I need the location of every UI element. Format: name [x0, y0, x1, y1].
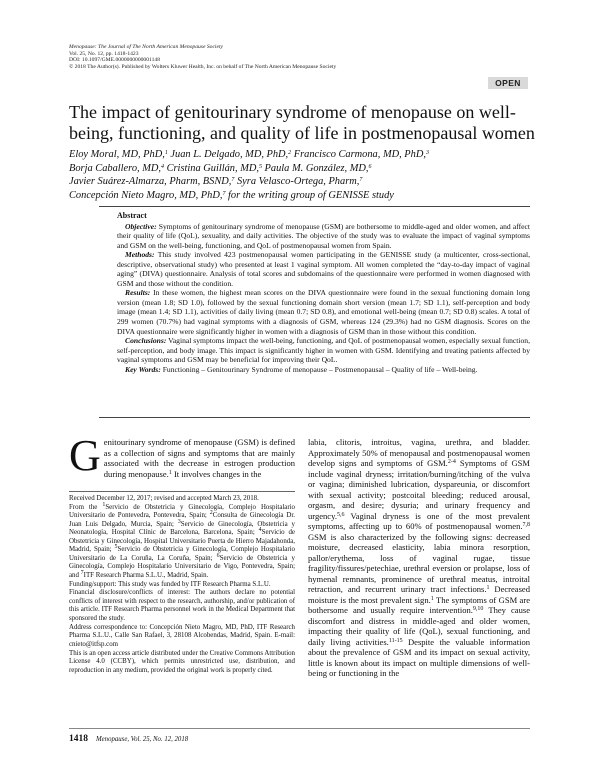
abstract-section-text: Vaginal symptoms impact the well-being, functioning, and QoL of postmenopausal women, especially sexual function, self-perception, and body image. This impact is significantly higher in women with GSM. Identifying and treating patients affected by vaginal symptoms and GSM may be beneficial for improving their QoL.: [117, 336, 530, 365]
text-run: Symptoms of GSM include vaginal dryness; irritation/burning/itching of the vulva or vagina; diminished lubrication, dyspareunia, or discomfort with sexual activity; postcoital bleeding; reduced arousal, orgasm, and desire; dysuria; and urinary frequency and urgency.: [308, 458, 530, 521]
text-run: Consulta de Ginecología Dr. Juan Luis Delgado, Murcia, Spain;: [69, 512, 295, 528]
author-line: [69, 162, 539, 176]
abstract-section-label: Objective:: [125, 221, 157, 231]
abstract-section: [117, 288, 530, 336]
text-run: Servicio de Obstetricia y Ginecología, Complejo Hospitalario Universitario de Pontevedra, Pontevedra, Spain;: [69, 503, 296, 520]
abstract-section: [117, 336, 530, 365]
text-run: Servicio de Obstetricia y Ginecología, Complejo Hospitalario Universitario de Vigo, Pontevedra, Spain; and: [69, 554, 295, 579]
reference-mark: 2-4: [447, 459, 456, 465]
reference-mark: 5,6: [336, 511, 345, 518]
author-affiliation-mark: 1: [164, 150, 168, 156]
reference-mark: 1: [102, 501, 106, 508]
reference-mark: 3: [177, 518, 181, 525]
correspondence-note: Address correspondence to: Concepción Nieto Magro, MD, PhD, ITF Research Pharma S.L.U., Calle San Rafael, 3, 28108 Alcobendas, Madrid, Spain. E-mail: cnieto@itfsp.com: [69, 623, 295, 648]
text-run: Servicio de Obstetricia y Ginecología, Hospital Universitario Puerta de Hierro Majadahonda, Madrid, Spain;: [69, 529, 295, 554]
author-name: for the writing group of GENISSE study: [225, 189, 394, 201]
abstract-heading: Abstract: [117, 211, 147, 220]
author-affiliation-mark: 4: [160, 163, 164, 170]
abstract-section-label: Methods:: [125, 250, 155, 260]
author-affiliation-mark: 2: [288, 150, 292, 156]
footer-citation: Menopause, Vol. 25, No. 12, 2018: [96, 736, 189, 743]
doi-line: DOI: 10.1097/GME.0000000000001148: [69, 57, 160, 64]
funding-note: Funding/support: This study was funded by ITF Research Pharma S.L.U.: [69, 580, 271, 588]
author-name: Paula M. González, MD,: [261, 162, 369, 174]
drop-cap: G: [69, 431, 101, 480]
text-run: Vaginal dryness is one of the most prevalent symptoms, affecting up to 60% of postmenopausal women.: [308, 510, 530, 531]
reference-mark: 7: [80, 569, 84, 576]
author-name: Javier Suárez-Almarza, Pharm, BSND,: [69, 176, 232, 188]
abstract-section-label: Conclusions:: [125, 336, 167, 346]
page-number: 1418: [69, 734, 88, 744]
text-run: Servicio de Obstetricia y Ginecología, Complejo Hospitalario Universitario de La Coruña, La Coruña, Spain;: [69, 546, 295, 562]
author-name: Juan L. Delgado, MD, PhD,: [167, 149, 289, 160]
intro-paragraph: [69, 431, 295, 480]
text-run: GSM is also characterized by the following signs: decreased moisture, decreased elasticity, labia minora resorption, pallor/erythema, loss of vaginal rugae, tissue fragility/fissures/petechiae, urethral eversion or prolapse, loss of hymenal remnants, prominence of urethral meatus, introital retraction, and recurrent urinary tract infections.: [308, 531, 530, 594]
author-affiliation-mark: 5: [258, 163, 262, 170]
author-name: Eloy Moral, MD, PhD,: [69, 149, 165, 160]
received-dates: Received December 12, 2017; revised and accepted March 23, 2018.: [69, 495, 259, 502]
article-title: The impact of genitourinary syndrome of menopause on well-being, functioning, and quality of life in postmenopausal women: [69, 102, 535, 143]
reference-mark: 4: [258, 527, 262, 534]
text-run: labia, clitoris, introitus, vagina, urethra, and bladder. Approximately 50% of menopausal and postmenopausal women develop signs and symptoms of GSM.: [308, 437, 530, 468]
author-affiliation-mark: 7: [222, 190, 226, 197]
copyright-line: © 2018 The Author(s). Published by Wolters Kluwer Health, Inc. on behalf of The North American Menopause Society: [69, 63, 337, 70]
author-name: Syra Velasco-Ortega, Pharm,: [234, 176, 360, 188]
intro-ref: 1: [168, 469, 172, 476]
disclosure-note: Financial disclosure/conflicts of interest: The authors declare no potential conflicts of interest with respect to the research, authorship, and/or publication of this article. ITF Research Pharma personnel work in the Medical Department that sponsored the study.: [69, 589, 295, 622]
abstract-section: [117, 365, 530, 375]
reference-mark: 7,8: [522, 522, 530, 528]
text-run: Decreased moisture is the most prevalent sign.: [308, 584, 530, 605]
reference-mark: 1: [486, 585, 490, 591]
abstract: [117, 211, 530, 374]
intro-text: enitourinary syndrome of menopause (GSM) is defined as a collection of signs and symptoms that are mainly associated with the decrease in estrogen production during menopause.: [103, 437, 295, 479]
intro-tail: It involves changes in the: [171, 468, 262, 479]
reference-mark: 11-15: [388, 637, 403, 644]
author-affiliation-mark: 3: [425, 150, 429, 156]
author-line: [69, 148, 539, 162]
author-line: [69, 189, 539, 203]
author-affiliation-mark: 6: [368, 163, 372, 170]
notes-divider: [69, 491, 295, 492]
reference-mark: 5: [114, 544, 118, 551]
abstract-section-text: Functioning – Genitourinary Syndrome of menopause – Postmenopausal – Quality of life – Well-being.: [162, 364, 478, 374]
author-affiliation-mark: 7: [231, 177, 235, 184]
author-affiliation-mark: 7: [359, 177, 363, 184]
author-name: Cristina Guillán, MD,: [163, 162, 259, 174]
abstract-section-label: Key Words:: [125, 364, 161, 374]
text-run: ITF Research Pharma S.L.U., Madrid, Spain.: [83, 571, 209, 579]
text-run: The symptoms of GSM are bothersome and usually require intervention.: [308, 594, 530, 615]
page-footer: [69, 734, 188, 745]
open-access-badge: OPEN: [488, 77, 528, 89]
abstract-section-text: Symptoms of genitourinary syndrome of menopause (GSM) are bothersome to middle-aged and older women, and affect their quality of life (QoL), sexuality, and daily activities. The objective of the study was to evaluate the impact of vaginal symptoms and GSM on the well-being, functioning, and QoL of postmenopausal women from Spain.: [117, 221, 530, 250]
article-notes: [69, 495, 295, 676]
abstract-section: [117, 250, 530, 288]
abstract-section-label: Results:: [125, 288, 151, 298]
license-note: This is an open access article distributed under the Creative Commons Attribution License 4.0 (CCBY), which permits unrestricted use, distribution, and reproduction in any medium, provided the original work is properly cited.: [69, 649, 296, 674]
reference-mark: 1: [430, 595, 434, 602]
footer-divider: [69, 728, 530, 729]
author-name: Concepción Nieto Magro, MD, PhD,: [69, 189, 223, 201]
author-name: Borja Caballero, MD,: [69, 162, 161, 174]
author-list: [69, 148, 539, 202]
volume-line: Vol. 25, No. 12, pp. 1418-1423: [69, 50, 139, 57]
abstract-section-text: This study involved 423 postmenopausal women participating in the GENISSE study (a multicenter, cross-sectional, descriptive, observational study) who presented at least 1 vaginal symptom. All women completed the “day-to-day impact of vaginal aging” (DIVA) questionnaire. Analysis of total scores and subdomains of the questionnaire were performed in women diagnosed with GSM and those without the condition.: [117, 250, 530, 288]
reference-mark: 6: [216, 552, 220, 559]
text-run: Despite the valuable information about the prevalence of GSM and its impact on sexual activity, little is known about its impact on multiple dimensions of well-being or functioning in the: [308, 636, 530, 678]
author-line: [69, 175, 539, 189]
abstract-section-text: In these women, the highest mean scores on the DIVA questionnaire were found in the sexual functioning domain long version (mean 1.8; SD 1.0), followed by the sexual functioning domain short version (mean 1.7; SD 1.1), self-perception and body image (mean 1.4; SD 1.1), activities of daily living (mean 0.7; SD 0.8), and emotional well-being (mean 0.7; SD 0.8) scales. A total of 299 women (70.7%) had vaginal symptoms with a diagnosis of GSM, whereas 124 (29.3%) had no GSM diagnosis. Scores on the DIVA questionnaire were significantly higher in women with a diagnosis of GSM than in those without this condition.: [117, 288, 530, 336]
text-run: From the: [69, 503, 103, 511]
reference-mark: 9,10: [472, 606, 484, 612]
text-run: They cause discomfort and distress in middle-aged and older women, impacting their quality of life (QoL), sexual functioning, and daily living activities.: [308, 605, 530, 647]
body-right-column: [308, 437, 530, 679]
journal-meta: [69, 44, 399, 70]
affiliations: [69, 501, 296, 580]
journal-line: Menopause: The Journal of The North American Menopause Society: [69, 44, 224, 50]
abstract-section: [117, 222, 530, 251]
text-run: Servicio de Ginecología, Obstetricia y Neonatología, Hospital Clínic de Barcelona, Barcelona, Spain;: [69, 520, 295, 537]
reference-mark: 2: [209, 510, 213, 517]
author-name: Francisco Carmona, MD, PhD,: [291, 149, 426, 160]
